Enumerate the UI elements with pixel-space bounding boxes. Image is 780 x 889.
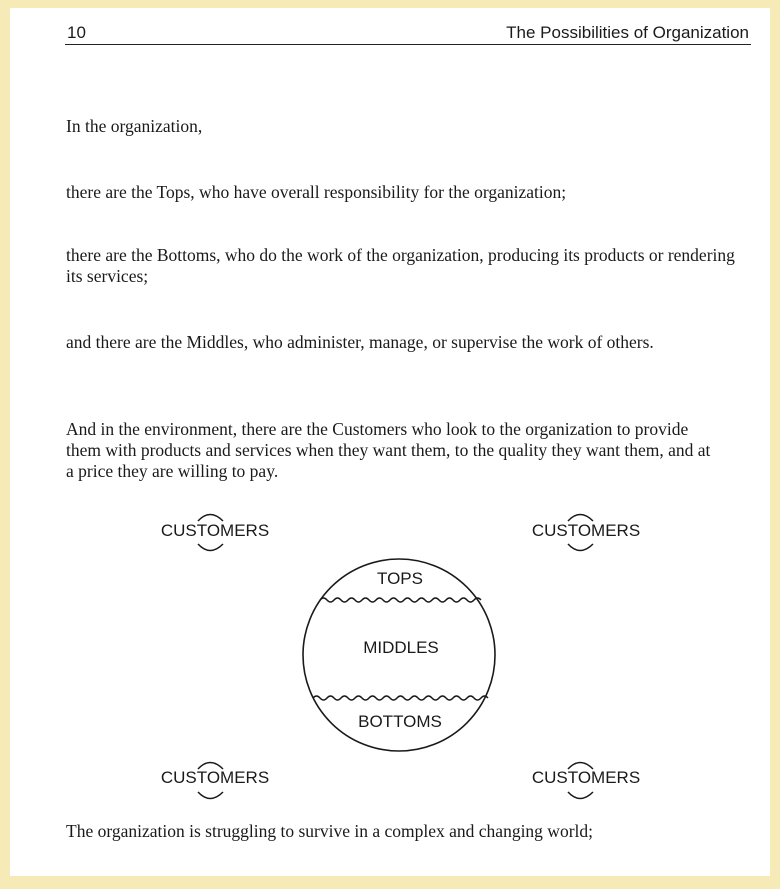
customers-top-right	[532, 515, 640, 551]
customers-label: CUSTOMERS	[160, 768, 270, 787]
paragraph-closing: The organization is struggling to survive in a complex and changing world;	[66, 821, 593, 841]
running-title: The Possibilities of Organization	[506, 23, 749, 42]
customers-bottom-left	[161, 763, 269, 799]
organization-circle	[303, 559, 495, 751]
tops-label: TOPS	[377, 569, 423, 588]
paragraph-customers: And in the environment, there are the Customers who look to the organization to provide them with products and services when they want them, to the quality they want them, and at a price they are willing to pay.	[66, 419, 711, 481]
bottoms-label: BOTTOMS	[358, 712, 442, 731]
bottoms-divider	[313, 696, 488, 700]
page-number: 10	[67, 23, 86, 42]
paragraph-intro: In the organization,	[66, 116, 203, 136]
paragraph-tops: there are the Tops, who have overall responsibility for the organization;	[66, 182, 567, 202]
customers-label: CUSTOMERS	[160, 521, 270, 540]
customers-bottom-right	[532, 763, 640, 799]
customers-label: CUSTOMERS	[531, 768, 641, 787]
page-header	[65, 16, 751, 45]
org-circle-outline	[303, 559, 495, 751]
middles-label: MIDDLES	[363, 638, 439, 657]
paragraph-bottoms: there are the Bottoms, who do the work of the organization, producing its products or rendering its services;	[66, 245, 735, 286]
tops-divider	[320, 598, 481, 602]
book-page	[10, 8, 770, 876]
customers-label: CUSTOMERS	[531, 521, 641, 540]
paragraph-middles: and there are the Middles, who administer, manage, or supervise the work of others.	[66, 332, 654, 352]
customers-top-left	[161, 515, 269, 551]
